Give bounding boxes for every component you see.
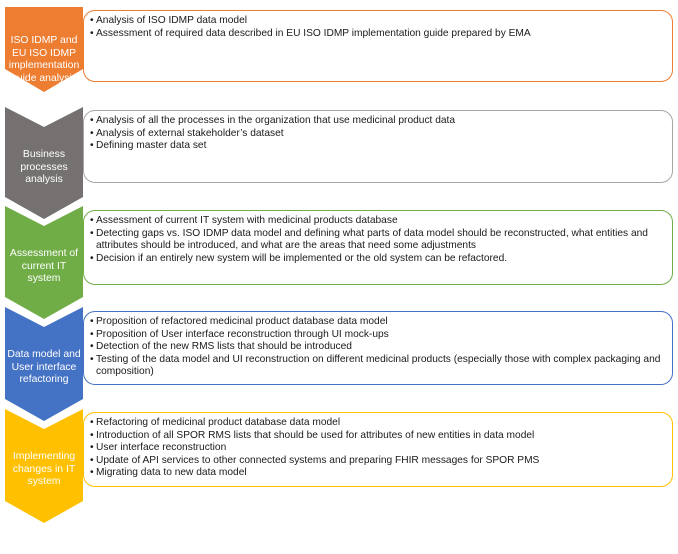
list-item: • Proposition of refactored medicinal product database data model — [90, 316, 664, 329]
list-item: • Proposition of User interface reconstruction through UI mock-ups — [90, 329, 664, 342]
step-details-box — [83, 412, 673, 487]
step-label — [5, 248, 83, 286]
list-item: • Introduction of all SPOR RMS lists that should be used for attributes of new entities in data model — [90, 430, 664, 443]
step-label-line: analysis — [25, 174, 63, 185]
list-item: • Analysis of ISO IDMP data model — [90, 15, 664, 28]
list-item: • Assessment of current IT system with medicinal products database — [90, 215, 664, 228]
list-item: • Refactoring of medicinal product database data model — [90, 417, 664, 430]
step-label — [5, 149, 83, 187]
step-label-line: current IT — [21, 260, 67, 272]
step-label-line: processes — [20, 161, 68, 173]
list-item: • Assessment of required data described in EU ISO IDMP implementation guide prepared by EMA — [90, 28, 664, 41]
step-items-list — [90, 115, 664, 153]
step-items-list — [90, 417, 664, 480]
list-item: • Migrating data to new data model — [90, 467, 664, 480]
list-item: • Detecting gaps vs. ISO IDMP data model and defining what parts of data model should be reconstructed, what entities and attributes should be introduced, and what are the areas that need some adjustments — [90, 228, 664, 253]
step-chevron — [5, 7, 83, 92]
step-label — [5, 451, 83, 489]
step-chevron — [5, 206, 83, 319]
step-label-line: User interface — [11, 361, 77, 373]
step-details-box — [83, 10, 673, 82]
step-label — [5, 35, 83, 85]
step-label-line: changes in IT — [12, 463, 76, 475]
list-item: • Detection of the new RMS lists that should be introduced — [90, 341, 664, 354]
step-label-line: guide analysis — [11, 72, 77, 84]
step-label-line: system — [27, 273, 61, 284]
list-item: • Defining master data set — [90, 140, 664, 153]
step-items-list — [90, 15, 664, 40]
step-chevron — [5, 107, 83, 219]
step-label-line: Data model and — [7, 349, 81, 360]
list-item: • Analysis of external stakeholder’s dataset — [90, 128, 664, 141]
step-items-list — [90, 215, 664, 265]
list-item: • Analysis of all the processes in the organization that use medicinal product data — [90, 115, 664, 128]
list-item: • Decision if an entirely new system will be implemented or the old system can be refactored. — [90, 253, 664, 266]
step-label-line: ISO IDMP and — [10, 35, 78, 46]
step-label-line: EU ISO IDMP — [11, 47, 77, 59]
step-chevron — [5, 307, 83, 421]
step-details-box — [83, 311, 673, 385]
step-items-list — [90, 316, 664, 379]
step-label-line: Business — [22, 149, 66, 160]
step-chevron — [5, 409, 83, 523]
list-item: • User interface reconstruction — [90, 442, 664, 455]
step-details-box — [83, 110, 673, 183]
step-label-line: Assessment of — [9, 248, 79, 259]
step-label-line: refactoring — [19, 374, 69, 385]
step-label-line: implementation — [8, 60, 80, 71]
step-details-box — [83, 210, 673, 285]
list-item: • Testing of the data model and UI reconstruction on different medicinal products (especially those with complex packaging and composition) — [90, 354, 664, 379]
step-label-line: system — [27, 476, 61, 487]
step-label — [5, 349, 83, 387]
step-label-line: Implementing — [12, 451, 76, 462]
list-item: • Update of API services to other connected systems and preparing FHIR messages for SPOR PMS — [90, 455, 664, 468]
